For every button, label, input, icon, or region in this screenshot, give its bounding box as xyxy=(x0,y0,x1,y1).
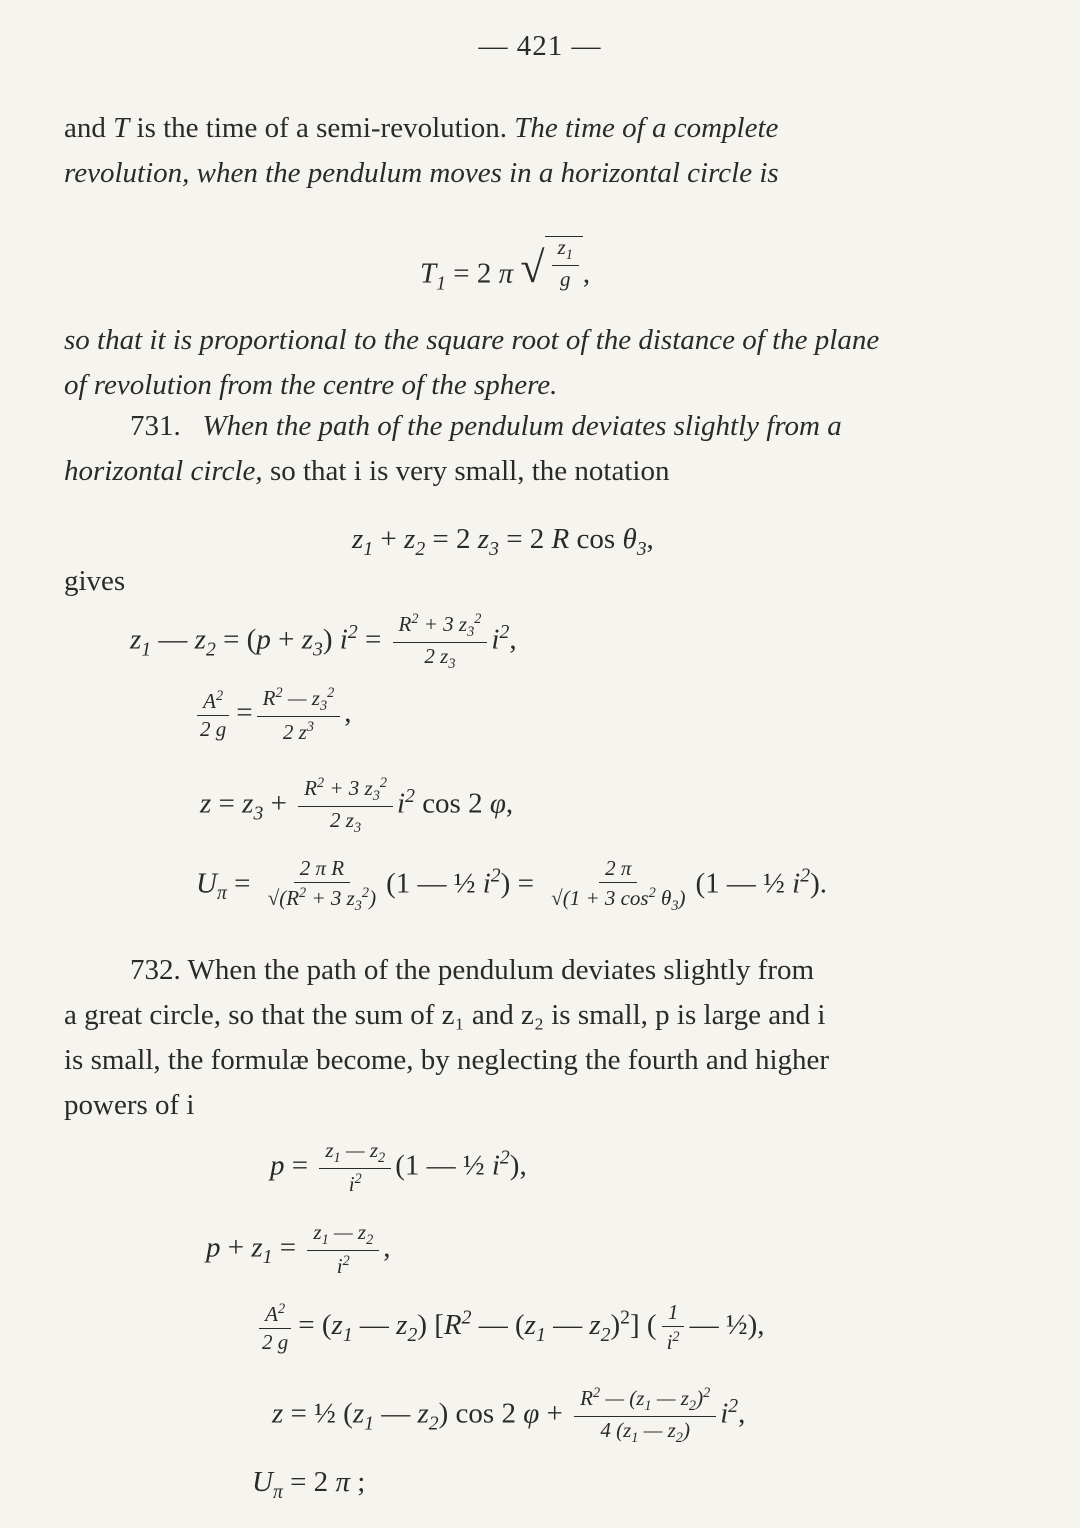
equation-height-2: z = ½ ($z_1$ — $z_2$) cos 2 φ + $\frac{R^2 — (z_1 — z_2)^2}{4 (z_1 — z_2)}$ $i^2$, xyxy=(272,1385,746,1447)
proportional-line-1: so that it is proportional to the square root of the distance of the plane xyxy=(64,324,880,356)
word-gives: gives xyxy=(64,565,126,597)
intro-T: T xyxy=(113,112,130,144)
equation-energy: $\frac{A^2}{2 g}$ = $\frac{R^2 — z_3^2}{2 z^3}$ , xyxy=(190,686,351,743)
page-number: — 421 — xyxy=(478,30,602,62)
para732-line-1: 732. When the path of the pendulum deviates slightly from xyxy=(130,954,815,986)
intro-italic-a: The time of a complete xyxy=(514,112,779,144)
para731-text: so that i is very small, the notation xyxy=(262,455,670,487)
equation-difference: $z_1$ — $z_2 = (p + z_3) i^2$ = $\frac{R^2 + 3 z_3^2}{2 z_3}$ $i^2$, xyxy=(130,611,517,673)
para731-line-2 xyxy=(64,449,1022,494)
equation-height: $z = z_3$ + $\frac{R^2 + 3 z_3^2}{2 z_3}$ $i^2$ cos 2 φ, xyxy=(200,775,514,837)
intro-line-1 xyxy=(64,106,1022,151)
intro-text-a: and xyxy=(64,112,114,144)
section-number-731: 731. xyxy=(130,410,181,442)
paragraph-732 xyxy=(64,948,1022,1128)
equation-energy-2: $\frac{A^2}{2 g}$ = ($z_1$ — $z_2$) [$R^2$ — ($z_1$ — $z_2)^2$] ( $\frac{1}{i^2}$ — ½), xyxy=(252,1302,764,1353)
para731-italic-a: When the path of the pendulum deviates slightly from a xyxy=(202,410,842,442)
para731-italic-b: horizontal circle, xyxy=(64,455,263,487)
proportional-line-2: of revolution from the centre of the sphere. xyxy=(64,369,558,401)
intro-text-b: is the time of a semi-revolution. xyxy=(129,112,515,144)
equation-p: p = $\frac{z_1 — z_2}{i^2}$ (1 — ½ $i^2$), xyxy=(270,1138,527,1197)
para731-line-1 xyxy=(64,404,1022,449)
paragraph-intro xyxy=(64,106,1022,196)
equation-azimuth-2: $U_\pi = 2$ π ; xyxy=(252,1466,366,1503)
para732-line-4: powers of i xyxy=(64,1089,195,1121)
para732-line-2: a great circle, so that the sum of z₁ and z₂ is small, p is large and i xyxy=(64,999,826,1031)
para732-line-3: is small, the formulæ become, by neglecting the fourth and higher xyxy=(64,1044,830,1076)
equation-p-plus-z1: $p + z_1$ = $\frac{z_1 — z_2}{i^2}$ , xyxy=(206,1220,391,1279)
equation-azimuth: $U_\pi$ = $\frac{\text{2 π R}}{√(R^2 + 3 z_3^2)}$ (1 — ½ $i^2$) = $\frac{2 \pi}{√(1 + 3 \cos^2 \theta_3)}$ (1 — ½ $i^2$). xyxy=(196,856,827,915)
equation-notation: $z_1 + z_2 = 2$ $z_3 = 2$ R $\cos \theta_3$, xyxy=(352,523,654,560)
paragraph-proportional xyxy=(64,318,1022,408)
intro-line-2: revolution, when the pendulum moves in a horizontal circle is xyxy=(64,157,779,189)
equation-period: $T_1 = 2$ π √ $\frac{z_1}{g}$ , xyxy=(420,235,591,295)
paragraph-731 xyxy=(64,404,1022,494)
